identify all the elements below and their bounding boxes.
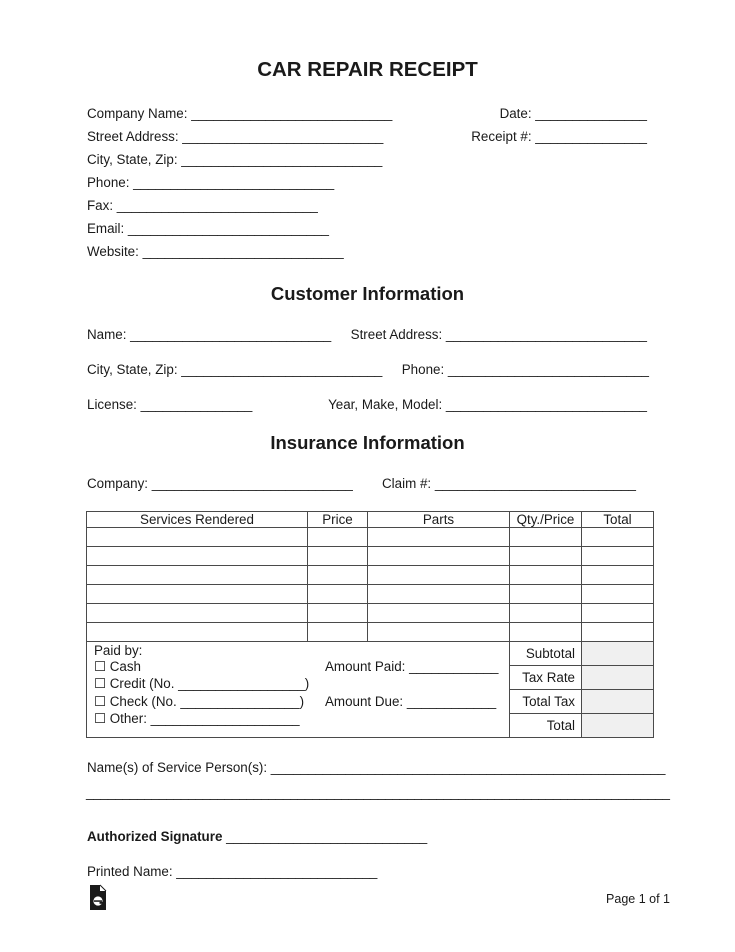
header-total: Total bbox=[582, 512, 654, 528]
signature-label: Authorized Signature bbox=[87, 829, 223, 844]
customer-city-field[interactable]: City, State, Zip: ___________________________ bbox=[87, 362, 383, 377]
company-name-field[interactable]: Company Name: ___________________________ bbox=[87, 106, 393, 121]
other-checkbox[interactable]: ☐ Other: ____________________ bbox=[94, 711, 300, 726]
total-cell[interactable] bbox=[582, 528, 654, 547]
company-website-field[interactable]: Website: ___________________________ bbox=[87, 244, 344, 259]
customer-name-field[interactable]: Name: ___________________________ bbox=[87, 327, 332, 342]
company-city-field[interactable]: City, State, Zip: ___________________________ bbox=[87, 152, 383, 167]
parts-cell[interactable] bbox=[368, 528, 510, 547]
customer-heading: Customer Information bbox=[270, 283, 465, 304]
page-title: CAR REPAIR RECEIPT bbox=[257, 58, 478, 81]
qty-price-cell[interactable] bbox=[510, 623, 582, 642]
amount-due-field[interactable]: Amount Due: ____________ bbox=[325, 694, 497, 709]
paid-by-label: Paid by: bbox=[94, 643, 143, 658]
printed-name-field[interactable]: Printed Name: ___________________________ bbox=[87, 864, 378, 879]
company-fax-field[interactable]: Fax: ___________________________ bbox=[87, 198, 318, 213]
service-cell[interactable] bbox=[87, 528, 308, 547]
table-row[interactable] bbox=[87, 528, 654, 547]
price-cell[interactable] bbox=[308, 547, 368, 566]
price-cell[interactable] bbox=[308, 623, 368, 642]
total-cell[interactable] bbox=[582, 547, 654, 566]
header-price: Price bbox=[308, 512, 368, 528]
credit-checkbox[interactable]: ☐ Credit (No. _________________) bbox=[94, 676, 310, 691]
company-street-field[interactable]: Street Address: ___________________________ bbox=[87, 129, 384, 144]
parts-cell[interactable] bbox=[368, 623, 510, 642]
header-services-rendered: Services Rendered bbox=[87, 512, 308, 528]
service-cell[interactable] bbox=[87, 566, 308, 585]
qty-price-cell[interactable] bbox=[510, 566, 582, 585]
qty-price-cell[interactable] bbox=[510, 547, 582, 566]
total-cell[interactable] bbox=[582, 623, 654, 642]
table-row[interactable] bbox=[87, 585, 654, 604]
total-cell[interactable] bbox=[582, 585, 654, 604]
price-cell[interactable] bbox=[308, 528, 368, 547]
qty-price-cell[interactable] bbox=[510, 528, 582, 547]
table-row[interactable] bbox=[87, 623, 654, 642]
table-row[interactable] bbox=[87, 604, 654, 623]
service-cell[interactable] bbox=[87, 547, 308, 566]
customer-phone-field[interactable]: Phone: ___________________________ bbox=[401, 362, 649, 377]
service-persons-field[interactable]: Name(s) of Service Person(s): _____________________________________________________ bbox=[87, 760, 666, 775]
total-value[interactable] bbox=[582, 714, 654, 738]
service-cell[interactable] bbox=[87, 604, 308, 623]
tax-rate-label: Tax Rate bbox=[510, 666, 582, 690]
date-field[interactable]: Date: _______________ bbox=[499, 106, 647, 121]
tax-rate-value[interactable] bbox=[582, 666, 654, 690]
qty-price-cell[interactable] bbox=[510, 604, 582, 623]
total-label: Total bbox=[510, 714, 582, 738]
total-tax-label: Total Tax bbox=[510, 690, 582, 714]
service-cell[interactable] bbox=[87, 623, 308, 642]
company-phone-field[interactable]: Phone: ___________________________ bbox=[87, 175, 335, 190]
price-cell[interactable] bbox=[308, 566, 368, 585]
cash-checkbox[interactable]: ☐ Cash bbox=[94, 659, 141, 674]
header-parts: Parts bbox=[368, 512, 510, 528]
page-number: Page 1 of 1 bbox=[606, 892, 670, 906]
parts-cell[interactable] bbox=[368, 604, 510, 623]
price-cell[interactable] bbox=[308, 585, 368, 604]
table-header-row bbox=[87, 512, 654, 528]
price-cell[interactable] bbox=[308, 604, 368, 623]
vehicle-field[interactable]: Year, Make, Model: ___________________________ bbox=[328, 397, 647, 412]
check-checkbox[interactable]: ☐ Check (No. ________________) bbox=[94, 694, 305, 709]
parts-cell[interactable] bbox=[368, 585, 510, 604]
signature-field[interactable] bbox=[87, 829, 427, 844]
table-row[interactable] bbox=[87, 547, 654, 566]
parts-cell[interactable] bbox=[368, 566, 510, 585]
header-qty-price: Qty./Price bbox=[510, 512, 582, 528]
amount-paid-field[interactable]: Amount Paid: ____________ bbox=[325, 659, 499, 674]
insurance-heading: Insurance Information bbox=[270, 432, 465, 453]
subtotal-value[interactable] bbox=[582, 642, 654, 666]
total-tax-value[interactable] bbox=[582, 690, 654, 714]
service-cell[interactable] bbox=[87, 585, 308, 604]
company-email-field[interactable]: Email: ___________________________ bbox=[87, 221, 329, 236]
customer-license-field[interactable]: License: _______________ bbox=[87, 397, 253, 412]
subtotal-row bbox=[87, 642, 654, 666]
table-row[interactable] bbox=[87, 566, 654, 585]
service-persons-second-line[interactable]: ________________________________________________________________________________ bbox=[86, 785, 670, 800]
services-table bbox=[86, 511, 654, 738]
insurance-company-field[interactable]: Company: ___________________________ bbox=[87, 476, 353, 491]
customer-street-field[interactable]: Street Address: ___________________________ bbox=[350, 327, 647, 342]
receipt-number-field[interactable]: Receipt #: _______________ bbox=[471, 129, 647, 144]
total-cell[interactable] bbox=[582, 566, 654, 585]
parts-cell[interactable] bbox=[368, 547, 510, 566]
subtotal-label: Subtotal bbox=[510, 642, 582, 666]
payment-section bbox=[87, 642, 510, 738]
claim-number-field[interactable]: Claim #: ___________________________ bbox=[382, 476, 636, 491]
signature-line[interactable]: ___________________________ bbox=[226, 829, 428, 844]
document-logo-icon bbox=[89, 884, 107, 911]
total-cell[interactable] bbox=[582, 604, 654, 623]
qty-price-cell[interactable] bbox=[510, 585, 582, 604]
